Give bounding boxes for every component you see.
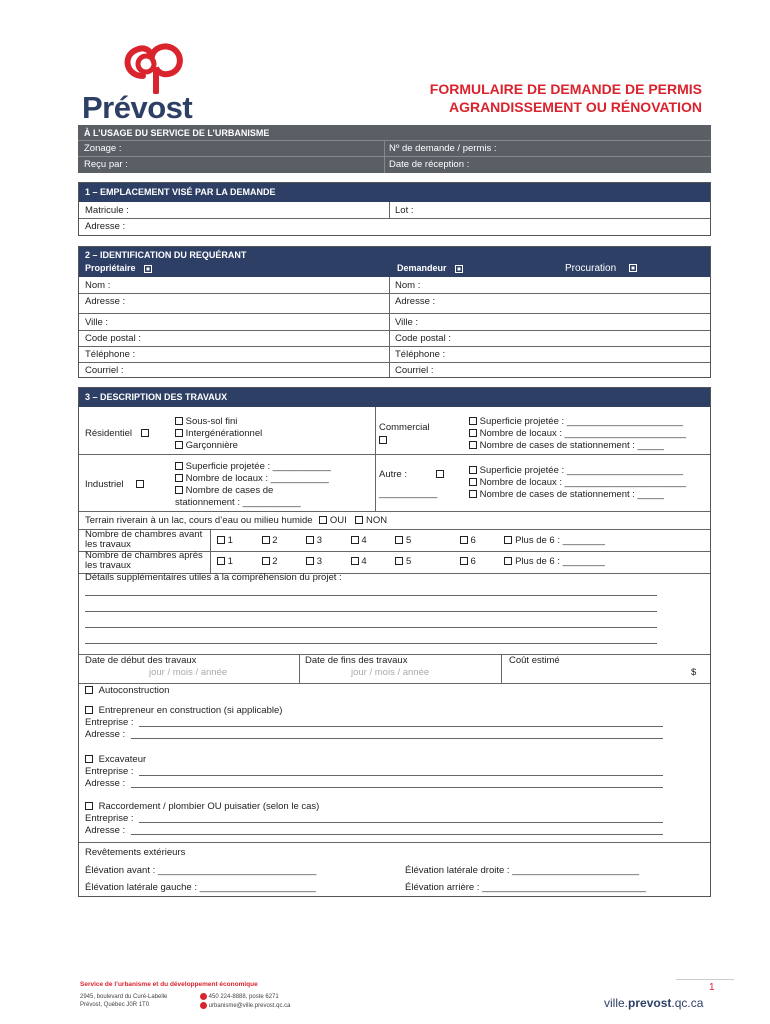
- com-parking-label: Nombre de cases de stationnement : _____: [479, 440, 664, 451]
- contractor-company-line[interactable]: [139, 726, 663, 727]
- rooms-before-3[interactable]: [306, 536, 314, 544]
- plumber-label: Raccordement / plombier OU puisatier (selon le cas): [98, 801, 320, 812]
- plumber-company-label: Entreprise :: [85, 813, 134, 824]
- contractor-company-label: Entreprise :: [85, 717, 134, 728]
- website-name: prevost: [628, 996, 672, 1010]
- rooms-after-label: Nombre de chambres après les travaux: [85, 550, 203, 571]
- permit-number-field[interactable]: Nº de demande / permis :: [389, 143, 497, 154]
- details-line-1[interactable]: [85, 595, 657, 596]
- more-label: Plus de 6 : ________: [515, 535, 605, 546]
- plumber-company-line[interactable]: [139, 822, 663, 823]
- zonage-field[interactable]: Zonage :: [84, 143, 122, 154]
- waterfront-label: Terrain riverain à un lac, cours d’eau ou milieu humide: [85, 515, 313, 526]
- num-label: 3: [316, 535, 323, 546]
- end-date-field[interactable]: jour / mois / année: [351, 667, 430, 678]
- num-label: 6: [470, 556, 476, 567]
- rooms-before-options: [217, 535, 605, 546]
- rooms-after-1[interactable]: [217, 557, 225, 565]
- website-suffix: .qc.ca: [671, 996, 704, 1010]
- form-title: [430, 80, 702, 116]
- reception-date-field[interactable]: Date de réception :: [389, 159, 470, 170]
- right-elevation-field[interactable]: Élévation latérale droite : ________________________: [405, 865, 640, 876]
- rooms-before-2[interactable]: [262, 536, 270, 544]
- bachelor-checkbox[interactable]: [175, 441, 183, 449]
- other-checkbox[interactable]: [436, 470, 444, 478]
- excavator-address-label: Adresse :: [85, 778, 126, 789]
- intergenerational-checkbox[interactable]: [175, 429, 183, 437]
- num-label: 6: [470, 535, 476, 546]
- cost-label: Coût estimé: [509, 655, 560, 666]
- proxy-label: Procuration: [565, 263, 617, 274]
- contractor-address-line[interactable]: [131, 738, 663, 739]
- ind-parking-checkbox[interactable]: [175, 486, 183, 494]
- lot-field[interactable]: Lot :: [395, 205, 414, 216]
- applicant-checkbox[interactable]: [455, 265, 463, 273]
- rear-elevation-field[interactable]: Élévation arrière : _______________________________: [405, 882, 646, 893]
- num-label: 2: [272, 535, 278, 546]
- plumber-checkbox[interactable]: [85, 802, 93, 810]
- cost-dollar[interactable]: $: [691, 667, 697, 678]
- applicant-label: Demandeur: [397, 263, 447, 273]
- logo-text: Prévost: [82, 90, 193, 125]
- residential-checkbox[interactable]: [141, 429, 149, 437]
- rooms-after-6[interactable]: [460, 557, 468, 565]
- ind-parking-cont: stationnement : ___________: [175, 497, 301, 508]
- owner-label: Propriétaire: [85, 263, 136, 273]
- other-units-label: Nombre de locaux : _______________________: [479, 477, 687, 488]
- rooms-after-2[interactable]: [262, 557, 270, 565]
- owner-email-field[interactable]: Courriel :: [85, 365, 124, 376]
- start-date-field[interactable]: jour / mois / année: [149, 667, 228, 678]
- rooms-after-5[interactable]: [395, 557, 403, 565]
- details-label: Détails supplémentaires utiles à la compréhension du projet :: [85, 572, 342, 583]
- owner-phone-field[interactable]: Téléphone :: [85, 349, 136, 360]
- rooms-after-3[interactable]: [306, 557, 314, 565]
- com-units-label: Nombre de locaux : _______________________: [479, 428, 687, 439]
- other-line[interactable]: ___________: [379, 488, 438, 499]
- footer-service: Service de l’urbanisme et du développement économique: [80, 981, 258, 988]
- other-units-checkbox[interactable]: [469, 478, 477, 486]
- section1: [78, 182, 711, 236]
- section2-header: 2 – IDENTIFICATION DU REQUÉRANT: [85, 250, 247, 260]
- website-prefix: ville.: [604, 996, 629, 1010]
- owner-postal-field[interactable]: Code postal :: [85, 333, 141, 344]
- com-units-checkbox[interactable]: [469, 429, 477, 437]
- com-area-checkbox[interactable]: [469, 417, 477, 425]
- contractor-address-label: Adresse :: [85, 729, 126, 740]
- intergenerational-label: Intergénérationnel: [185, 428, 263, 439]
- num-label: 4: [361, 556, 367, 567]
- excavator-address-line[interactable]: [131, 787, 663, 788]
- rooms-before-5[interactable]: [395, 536, 403, 544]
- applicant-address-field[interactable]: Adresse :: [395, 296, 436, 307]
- footer-phone: 450 224-8888, poste 6271: [208, 994, 279, 1001]
- owner-address-field[interactable]: Adresse :: [85, 296, 126, 307]
- self-build-checkbox[interactable]: [85, 686, 93, 694]
- excavator-label: Excavateur: [98, 754, 147, 765]
- office-use-section: [78, 125, 711, 173]
- page-number: 1: [709, 982, 715, 993]
- waterfront-no-checkbox[interactable]: [355, 516, 363, 524]
- ind-units-label: Nombre de locaux : ___________: [185, 473, 329, 484]
- other-parking-checkbox[interactable]: [469, 490, 477, 498]
- rooms-before-6[interactable]: [460, 536, 468, 544]
- left-elevation-field[interactable]: Élévation latérale gauche : ______________________: [85, 882, 316, 893]
- excavator-checkbox[interactable]: [85, 755, 93, 763]
- office-use-header: À L’USAGE DU SERVICE DE L’URBANISME: [84, 128, 270, 138]
- cladding-label: Revêtements extérieurs: [85, 847, 186, 858]
- footer: [80, 978, 720, 1018]
- com-area-label: Superficie projetée : ______________________: [479, 416, 684, 427]
- num-label: 3: [316, 556, 323, 567]
- applicant-email-field[interactable]: Courriel :: [395, 365, 434, 376]
- bachelor-label: Garçonnière: [185, 440, 238, 451]
- applicant-phone-field[interactable]: Téléphone :: [395, 349, 446, 360]
- num-label: 4: [361, 535, 367, 546]
- rooms-after-options: [217, 556, 605, 567]
- other-label: Autre :: [379, 469, 407, 480]
- applicant-postal-field[interactable]: Code postal :: [395, 333, 451, 344]
- excavator-company-label: Entreprise :: [85, 766, 134, 777]
- details-line-2[interactable]: [85, 611, 657, 612]
- applicant-name-field[interactable]: Nom :: [395, 280, 421, 291]
- rooms-after-more[interactable]: [504, 557, 512, 565]
- waterfront-yes-label: OUI: [329, 515, 347, 526]
- footer-email[interactable]: urbanisme@ville.prevost.qc.ca: [208, 1003, 291, 1010]
- num-label: 5: [405, 535, 412, 546]
- num-label: 1: [227, 535, 233, 546]
- basement-checkbox[interactable]: [175, 417, 183, 425]
- received-by-field[interactable]: Reçu par :: [84, 159, 128, 170]
- rooms-after-4[interactable]: [351, 557, 359, 565]
- contractor-checkbox[interactable]: [85, 706, 93, 714]
- industrial-label: Industriel: [85, 479, 124, 490]
- other-parking-label: Nombre de cases de stationnement : _____: [479, 489, 664, 500]
- proxy-checkbox[interactable]: [629, 264, 637, 272]
- form-title-line2: AGRANDISSEMENT OU RÉNOVATION: [448, 99, 702, 115]
- basement-label: Sous-sol fini: [185, 416, 238, 427]
- section3: [78, 387, 711, 897]
- logo-mark-icon: [118, 42, 198, 94]
- logo: [80, 42, 240, 125]
- other-area-checkbox[interactable]: [469, 466, 477, 474]
- other-area-label: Superficie projetée : ______________________: [479, 465, 684, 476]
- footer-address-1: 2945, boulevard du Curé-Labelle: [80, 994, 168, 1000]
- applicant-city-field[interactable]: Ville :: [395, 317, 419, 328]
- plumber-address-line[interactable]: [131, 834, 663, 835]
- more-label: Plus de 6 : ________: [515, 556, 605, 567]
- end-date-label: Date de fins des travaux: [305, 655, 408, 666]
- section3-header: 3 – DESCRIPTION DES TRAVAUX: [85, 392, 228, 402]
- section1-header: 1 – EMPLACEMENT VISÉ PAR LA DEMANDE: [85, 187, 276, 197]
- plumber-address-label: Adresse :: [85, 825, 126, 836]
- footer-address-2: Prévost, Québec J0R 1T0: [80, 1002, 150, 1008]
- matricule-field[interactable]: Matricule :: [85, 205, 129, 216]
- num-label: 5: [405, 556, 412, 567]
- section2: [78, 246, 711, 378]
- com-parking-checkbox[interactable]: [469, 441, 477, 449]
- owner-name-field[interactable]: Nom :: [85, 280, 111, 291]
- details-line-3[interactable]: [85, 627, 657, 628]
- site-address-field[interactable]: Adresse :: [85, 221, 126, 232]
- owner-checkbox[interactable]: [144, 265, 152, 273]
- rooms-before-more[interactable]: [504, 536, 512, 544]
- num-label: 1: [227, 556, 233, 567]
- start-date-label: Date de début des travaux: [85, 655, 197, 666]
- commercial-checkbox[interactable]: [379, 436, 387, 444]
- ind-units-checkbox[interactable]: [175, 474, 183, 482]
- waterfront-yes-checkbox[interactable]: [319, 516, 327, 524]
- rooms-before-1[interactable]: [217, 536, 225, 544]
- rooms-before-4[interactable]: [351, 536, 359, 544]
- waterfront-no-label: NON: [366, 515, 388, 526]
- ind-area-label: Superficie projetée : ___________: [185, 461, 331, 472]
- ind-parking-label: Nombre de cases de: [185, 485, 274, 496]
- phone-icon: [200, 993, 207, 1000]
- website[interactable]: [604, 996, 703, 1010]
- owner-city-field[interactable]: Ville :: [85, 317, 109, 328]
- self-build-label: Autoconstruction: [98, 685, 170, 696]
- commercial-label: Commercial: [379, 422, 430, 433]
- num-label: 2: [272, 556, 278, 567]
- form-title-line1: FORMULAIRE DE DEMANDE DE PERMIS: [429, 81, 702, 97]
- industrial-checkbox[interactable]: [136, 480, 144, 488]
- ind-area-checkbox[interactable]: [175, 462, 183, 470]
- contractor-label: Entrepreneur en construction (si applicable): [98, 705, 283, 716]
- front-elevation-field[interactable]: Élévation avant : ______________________________: [85, 865, 317, 876]
- details-line-4[interactable]: [85, 643, 657, 644]
- excavator-company-line[interactable]: [139, 775, 663, 776]
- residential-label: Résidentiel: [85, 428, 132, 439]
- rooms-before-label: Nombre de chambres avant les travaux: [85, 529, 203, 550]
- email-icon: [200, 1002, 207, 1009]
